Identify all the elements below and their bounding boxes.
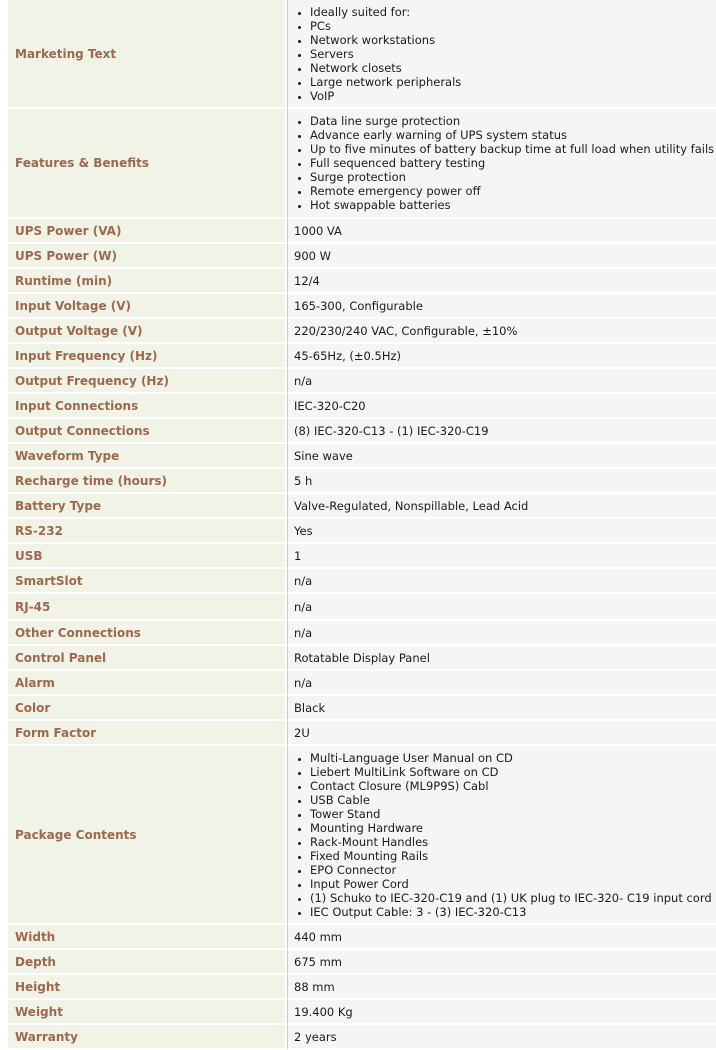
spec-label: Color	[8, 696, 287, 721]
list-item: • Input Power Cord	[310, 877, 716, 891]
spec-value: n/a	[287, 621, 716, 646]
spec-label: Depth	[8, 950, 287, 975]
spec-row-runtime	[8, 269, 716, 294]
spec-row-output-frequency	[8, 369, 716, 394]
spec-row-control-panel	[8, 646, 716, 671]
list-item: • Ideally suited for:	[310, 5, 716, 19]
spec-label: USB	[8, 544, 287, 569]
list-item: • Full sequenced battery testing	[310, 156, 716, 170]
spec-label: Output Connections	[8, 419, 287, 444]
spec-label: RS-232	[8, 519, 287, 544]
spec-label: Height	[8, 975, 287, 1000]
list-item: • Rack-Mount Handles	[310, 835, 716, 849]
spec-value: 440 mm	[287, 925, 716, 950]
spec-row-battery-type	[8, 494, 716, 519]
spec-label: Control Panel	[8, 646, 287, 671]
spec-row-other-connections	[8, 621, 716, 646]
list-item: • Network workstations	[310, 33, 716, 47]
spec-label: Marketing Text	[8, 0, 287, 109]
spec-row-smartslot	[8, 569, 716, 594]
list-item: • Mounting Hardware	[310, 821, 716, 835]
spec-value: 900 W	[287, 244, 716, 269]
list-item: • Contact Closure (ML9P9S) Cabl	[310, 779, 716, 793]
spec-value: 19.400 Kg	[287, 1000, 716, 1025]
spec-value: Yes	[287, 519, 716, 544]
spec-label: UPS Power (VA)	[8, 219, 287, 244]
spec-row-ups-power-va	[8, 219, 716, 244]
list-item: • Advance early warning of UPS system status	[310, 128, 716, 142]
spec-label: Package Contents	[8, 746, 287, 925]
spec-row-output-connections	[8, 419, 716, 444]
package-contents-list	[294, 751, 716, 919]
spec-label: Runtime (min)	[8, 269, 287, 294]
list-item: • Multi-Language User Manual on CD	[310, 751, 716, 765]
spec-value: Black	[287, 696, 716, 721]
spec-label: SmartSlot	[8, 569, 287, 594]
list-item: • (1) Schuko to IEC-320-C19 and (1) UK plug to IEC-320- C19 input cord	[310, 891, 716, 905]
spec-value: 1000 VA	[287, 219, 716, 244]
spec-label: Other Connections	[8, 621, 287, 646]
list-item: • Tower Stand	[310, 807, 716, 821]
spec-value: Valve-Regulated, Nonspillable, Lead Acid	[287, 494, 716, 519]
list-item: • Remote emergency power off	[310, 184, 716, 198]
spec-row-depth	[8, 950, 716, 975]
spec-row-output-voltage	[8, 319, 716, 344]
spec-row-color	[8, 696, 716, 721]
spec-label: Weight	[8, 1000, 287, 1025]
spec-row-input-connections	[8, 394, 716, 419]
spec-value: IEC-320-C20	[287, 394, 716, 419]
spec-value: 165-300, Configurable	[287, 294, 716, 319]
spec-value: 220/230/240 VAC, Configurable, ±10%	[287, 319, 716, 344]
spec-row-marketing-text	[8, 0, 716, 109]
spec-value: n/a	[287, 369, 716, 394]
spec-label: Features & Benefits	[8, 109, 287, 219]
spec-row-width	[8, 925, 716, 950]
spec-value: 2U	[287, 721, 716, 746]
list-item: • PCs	[310, 19, 716, 33]
spec-value: n/a	[287, 594, 716, 621]
spec-row-input-voltage	[8, 294, 716, 319]
spec-label: RJ-45	[8, 594, 287, 621]
spec-label: Warranty	[8, 1025, 287, 1050]
spec-row-input-frequency	[8, 344, 716, 369]
spec-value: 12/4	[287, 269, 716, 294]
list-item: • EPO Connector	[310, 863, 716, 877]
spec-row-package-contents	[8, 746, 716, 925]
spec-value-list	[287, 746, 716, 925]
list-item: • Large network peripherals	[310, 75, 716, 89]
list-item: • Surge protection	[310, 170, 716, 184]
spec-value: 88 mm	[287, 975, 716, 1000]
spec-label: Input Connections	[8, 394, 287, 419]
spec-label: Battery Type	[8, 494, 287, 519]
list-item: • Fixed Mounting Rails	[310, 849, 716, 863]
spec-table	[8, 0, 716, 1050]
spec-label: Output Voltage (V)	[8, 319, 287, 344]
spec-value: 1	[287, 544, 716, 569]
list-item: • Data line surge protection	[310, 114, 716, 128]
spec-value: Rotatable Display Panel	[287, 646, 716, 671]
spec-row-height	[8, 975, 716, 1000]
spec-label: Width	[8, 925, 287, 950]
list-item: • Network closets	[310, 61, 716, 75]
list-item: • Liebert MultiLink Software on CD	[310, 765, 716, 779]
list-item: • IEC Output Cable: 3 - (3) IEC-320-C13	[310, 905, 716, 919]
spec-label: Waveform Type	[8, 444, 287, 469]
spec-value-list	[287, 109, 716, 219]
spec-row-usb	[8, 544, 716, 569]
spec-row-recharge-time	[8, 469, 716, 494]
spec-label: Recharge time (hours)	[8, 469, 287, 494]
spec-row-form-factor	[8, 721, 716, 746]
spec-row-alarm	[8, 671, 716, 696]
spec-value: n/a	[287, 569, 716, 594]
spec-label: Output Frequency (Hz)	[8, 369, 287, 394]
list-item: • USB Cable	[310, 793, 716, 807]
list-item: • Servers	[310, 47, 716, 61]
spec-row-rj45	[8, 594, 716, 621]
spec-row-waveform-type	[8, 444, 716, 469]
marketing-text-list	[294, 5, 716, 103]
list-item: • Hot swappable batteries	[310, 198, 716, 212]
spec-row-ups-power-w	[8, 244, 716, 269]
spec-value-list	[287, 0, 716, 109]
list-item: • VoIP	[310, 89, 716, 103]
spec-row-weight	[8, 1000, 716, 1025]
list-item: • Up to five minutes of battery backup time at full load when utility fails	[310, 142, 716, 156]
spec-label: UPS Power (W)	[8, 244, 287, 269]
spec-label: Input Frequency (Hz)	[8, 344, 287, 369]
spec-value: (8) IEC-320-C13 - (1) IEC-320-C19	[287, 419, 716, 444]
spec-row-features-benefits	[8, 109, 716, 219]
spec-value: 2 years	[287, 1025, 716, 1050]
spec-value: n/a	[287, 671, 716, 696]
features-benefits-list	[294, 114, 716, 212]
spec-label: Input Voltage (V)	[8, 294, 287, 319]
spec-label: Alarm	[8, 671, 287, 696]
spec-label: Form Factor	[8, 721, 287, 746]
spec-value: 5 h	[287, 469, 716, 494]
spec-row-rs232	[8, 519, 716, 544]
spec-row-warranty	[8, 1025, 716, 1050]
spec-value: Sine wave	[287, 444, 716, 469]
spec-value: 45-65Hz, (±0.5Hz)	[287, 344, 716, 369]
spec-value: 675 mm	[287, 950, 716, 975]
